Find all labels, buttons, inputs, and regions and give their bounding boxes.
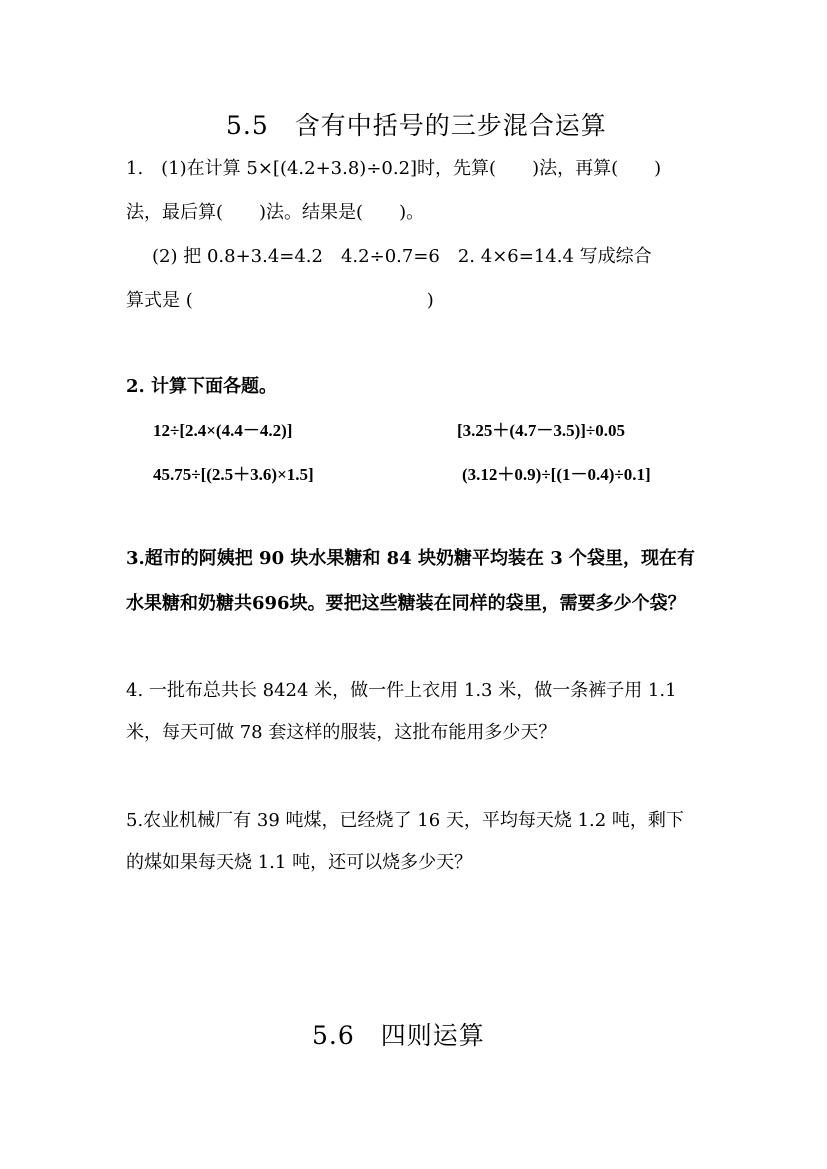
question-4-line-2: 米，每天可做 78 套这样的服装，这批布能用多少天？ <box>126 722 557 743</box>
question-3-line-1: 3.超市的阿姨把 90 块水果糖和 84 块奶糖平均装在 3 个袋里，现在有 <box>126 548 696 569</box>
section-title: 5.5 含有中括号的三步混合运算 <box>226 111 607 140</box>
question-5-line-2: 的煤如果每天烧 1.1 吨，还可以烧多少天？ <box>126 852 473 873</box>
expression-3: 45.75÷[(2.5＋3.6)×1.5] <box>153 465 314 484</box>
expression-4: (3.12＋0.9)÷[(1－0.4)÷0.1] <box>462 465 651 484</box>
question-2-heading: 2. 计算下面各题。 <box>126 376 278 397</box>
section-2-title: 5.6 四则运算 <box>312 1021 485 1050</box>
question-3-line-2: 水果糖和奶糖共696块。要把这些糖装在同样的袋里，需要多少个袋？ <box>126 593 686 614</box>
question-4-line-1: 4. 一批布总共长 8424 米，做一件上衣用 1.3 米，做一条裤子用 1.1 <box>126 680 677 701</box>
question-5-line-1: 5.农业机械厂有 39 吨煤，已经烧了 16 天，平均每天烧 1.2 吨，剩下 <box>126 810 684 831</box>
expression-1: 12÷[2.4×(4.4－4.2)] <box>153 421 293 440</box>
question-1-line-1: 1. (1)在计算 5×[(4.2+3.8)÷0.2]时，先算( )法，再算( ) <box>126 158 662 179</box>
question-1-line-4: 算式是 ( ) <box>126 290 434 311</box>
question-1-line-3: (2) 把 0.8+3.4=4.2 4.2÷0.7=6 2. 4×6=14.4 写成综合 <box>152 246 652 267</box>
question-1-line-2: 法，最后算( )法。结果是( )。 <box>126 202 425 223</box>
expression-2: [3.25＋(4.7－3.5)]÷0.05 <box>457 421 625 440</box>
